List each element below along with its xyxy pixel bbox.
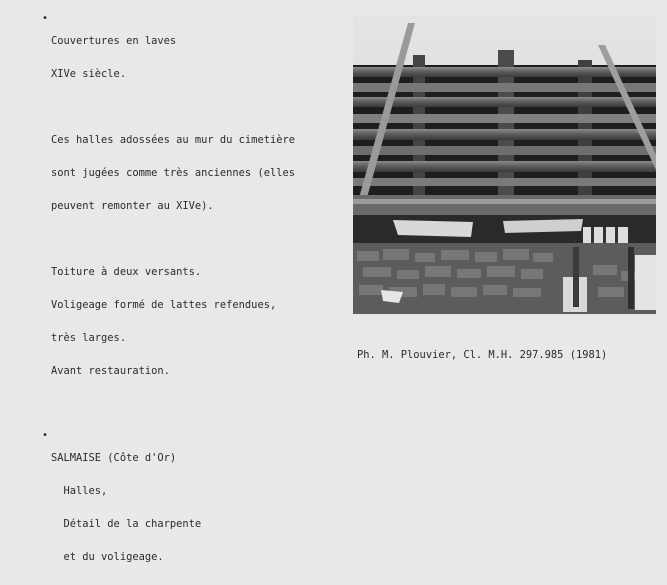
location-line: et du voligeage.	[51, 551, 164, 563]
description-line: Ces halles adossées au mur du cimetière	[51, 134, 295, 146]
location-line: Détail de la charpente	[51, 518, 202, 530]
photo-credit: Ph. M. Plouvier, Cl. M.H. 297.985 (1981)	[357, 349, 608, 361]
location-line: SALMAISE (Côte d'Or)	[51, 452, 177, 464]
bullet-mark: •	[42, 430, 49, 441]
description-line: sont jugées comme très anciennes (elles	[51, 167, 295, 179]
location-line: Halles,	[51, 485, 108, 497]
description-line: Toiture à deux versants.	[51, 266, 202, 278]
description-line: très larges.	[51, 332, 127, 344]
description-line: Voligeage formé de lattes refendues,	[51, 299, 277, 311]
location-text	[51, 431, 201, 585]
description-text	[51, 14, 295, 399]
description-line	[51, 102, 295, 113]
bullet-mark: •	[42, 13, 49, 24]
description-line	[51, 234, 295, 245]
description-line: Avant restauration.	[51, 365, 170, 377]
roof-framework-photo	[353, 15, 656, 314]
photo-image	[353, 15, 656, 314]
description-line: Couvertures en laves	[51, 35, 177, 47]
description-line: XIVe siècle.	[51, 68, 127, 80]
description-line: peuvent remonter au XIVe).	[51, 200, 214, 212]
